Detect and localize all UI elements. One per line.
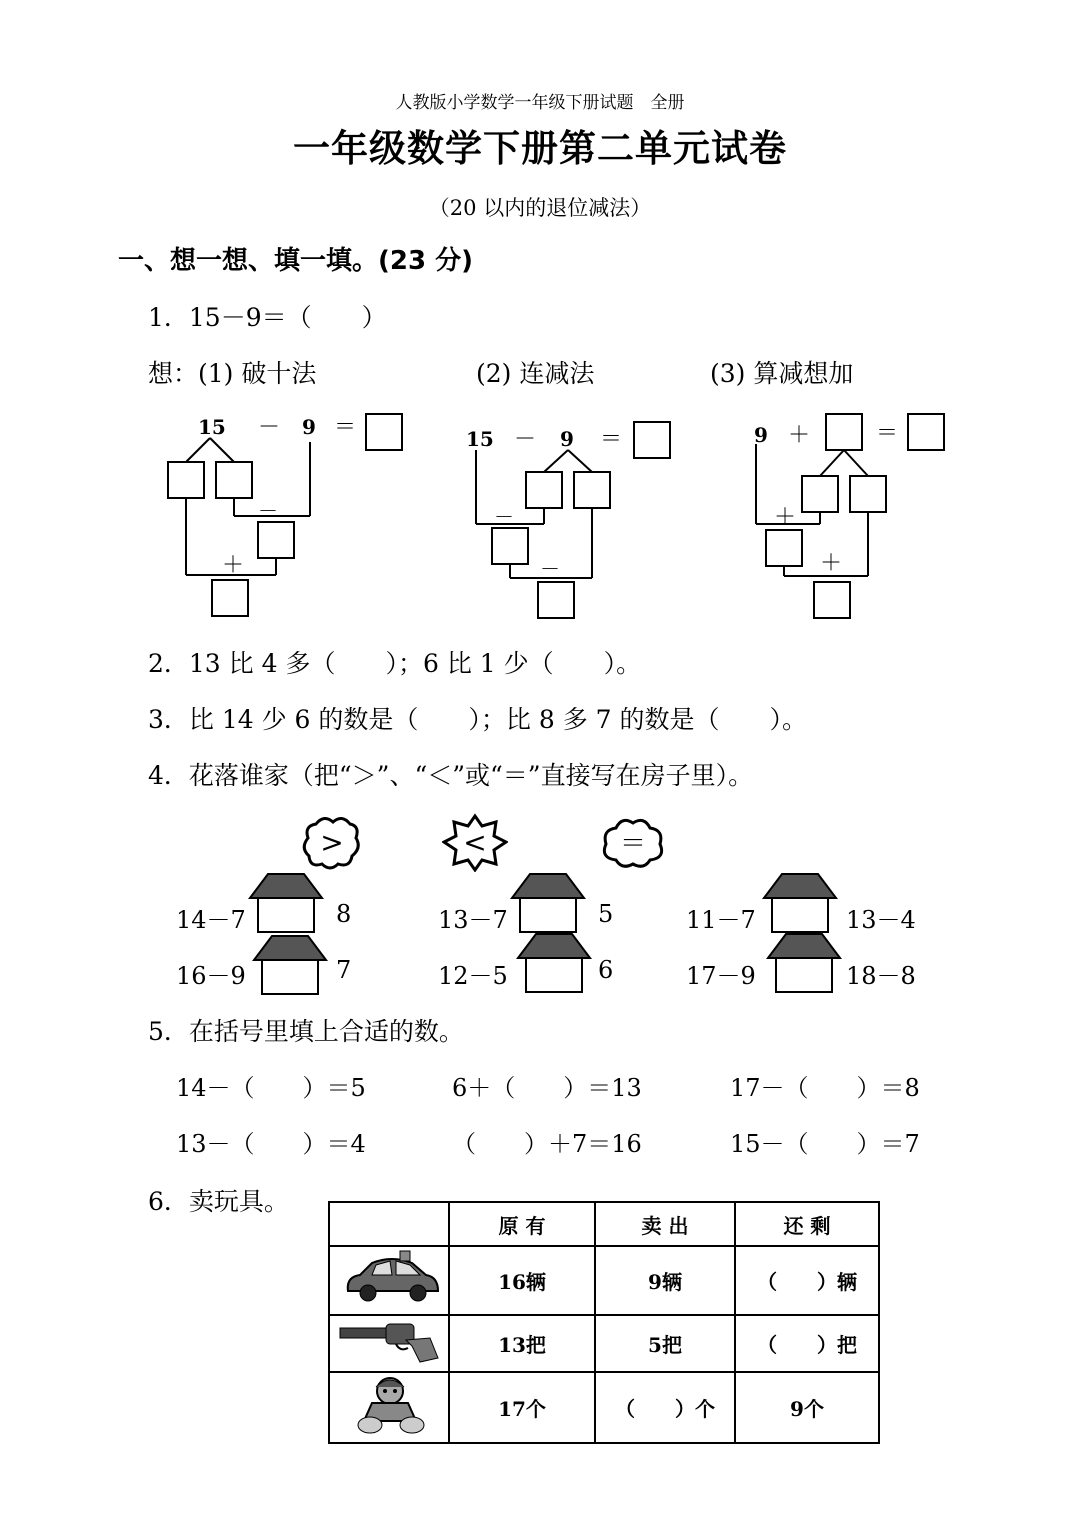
compare-left: 11－7 xyxy=(686,906,756,934)
compare-left: 14－7 xyxy=(176,906,246,934)
flower-symbol: > xyxy=(320,826,344,859)
toy-car-icon xyxy=(334,1247,444,1309)
subtrahend: 9 xyxy=(302,415,316,439)
plus-sign: ＋ xyxy=(222,553,245,578)
house-icon[interactable] xyxy=(252,934,328,996)
minuend: 15 xyxy=(198,415,226,439)
compare-right: 13－4 xyxy=(846,906,916,934)
flower-greater-icon xyxy=(300,812,364,872)
minus-sign: － xyxy=(258,499,278,523)
page-title: 一年级数学下册第二单元试卷 xyxy=(293,127,787,170)
fill-equation: 17－（ ）＝8 xyxy=(730,1074,920,1102)
house-icon[interactable] xyxy=(762,872,838,934)
minuend: 15 xyxy=(466,427,494,451)
minus-sign: － xyxy=(540,557,560,581)
question-1: 1．15－9＝（ ） xyxy=(148,303,387,332)
table-cell: 9个 xyxy=(735,1372,879,1443)
table-cell: （ ）个 xyxy=(595,1372,735,1443)
table-cell: 9辆 xyxy=(595,1246,735,1315)
flower-equal-icon xyxy=(598,814,668,872)
equals: ＝ xyxy=(876,421,899,446)
flower-less-icon xyxy=(442,812,508,872)
table-cell: 16辆 xyxy=(449,1246,595,1315)
compare-left: 13－7 xyxy=(438,906,508,934)
icon-cell xyxy=(329,1315,449,1372)
addend: 9 xyxy=(754,423,768,447)
table-row xyxy=(329,1372,879,1443)
compare-right: 8 xyxy=(336,900,352,928)
plus-sign: ＋ xyxy=(774,505,797,530)
fill-equation: 14－（ ）＝5 xyxy=(176,1074,366,1102)
operator: － xyxy=(258,415,281,440)
diagram-continuous-subtraction xyxy=(456,400,686,625)
fill-equation: （ ）＋7＝16 xyxy=(452,1130,642,1158)
question-2: 2．13 比 4 多（ ）；6 比 1 少（ ）。 xyxy=(148,649,642,678)
answer-box[interactable] xyxy=(258,522,294,558)
table-row xyxy=(329,1315,879,1372)
table-cell: （ ）辆 xyxy=(735,1246,879,1315)
answer-box[interactable] xyxy=(802,476,838,512)
answer-box[interactable] xyxy=(826,414,862,450)
answer-box[interactable] xyxy=(216,462,252,498)
method-1-label: 想：(1) 破十法 xyxy=(148,359,317,388)
header-cell: 原 有 xyxy=(449,1202,595,1246)
diagram-add-to-subtract xyxy=(740,400,960,625)
house-icon[interactable] xyxy=(766,932,842,994)
answer-box[interactable] xyxy=(908,414,944,450)
equals: ＝ xyxy=(334,415,357,440)
icon-cell xyxy=(329,1372,449,1443)
doll-icon xyxy=(334,1373,444,1437)
question-5: 5．在括号里填上合适的数。 xyxy=(148,1017,464,1046)
answer-box[interactable] xyxy=(814,582,850,618)
table-cell: （ ）把 xyxy=(735,1315,879,1372)
method-3-label: (3) 算减想加 xyxy=(710,359,854,388)
subtrahend: 9 xyxy=(560,427,574,451)
answer-box[interactable] xyxy=(526,472,562,508)
house-icon[interactable] xyxy=(248,872,324,934)
running-header: 人教版小学数学一年级下册试题 全册 xyxy=(395,93,685,113)
header-cell-empty xyxy=(329,1202,449,1246)
icon-cell xyxy=(329,1246,449,1315)
table-row xyxy=(329,1246,879,1315)
compare-left: 16－9 xyxy=(176,962,246,990)
operator: － xyxy=(514,427,537,452)
fill-equation: 6＋（ ）＝13 xyxy=(452,1074,642,1102)
toy-table xyxy=(328,1201,880,1444)
answer-box[interactable] xyxy=(634,422,670,458)
fill-equation: 13－（ ）＝4 xyxy=(176,1130,366,1158)
question-3: 3．比 14 少 6 的数是（ ）；比 8 多 7 的数是（ ）。 xyxy=(148,705,808,734)
table-cell: 13把 xyxy=(449,1315,595,1372)
answer-box[interactable] xyxy=(366,414,402,450)
answer-box[interactable] xyxy=(766,530,802,566)
compare-right: 5 xyxy=(598,900,614,928)
compare-right: 6 xyxy=(598,956,614,984)
answer-box[interactable] xyxy=(850,476,886,512)
answer-box[interactable] xyxy=(538,582,574,618)
house-icon[interactable] xyxy=(516,932,592,994)
table-header-row xyxy=(329,1202,879,1246)
compare-left: 12－5 xyxy=(438,962,508,990)
compare-left: 17－9 xyxy=(686,962,756,990)
plus-sign: ＋ xyxy=(820,551,843,576)
compare-right: 7 xyxy=(336,956,352,984)
answer-box[interactable] xyxy=(574,472,610,508)
compare-right: 18－8 xyxy=(846,962,916,990)
toy-gun-icon xyxy=(334,1316,444,1366)
diagram-break-ten xyxy=(150,400,420,625)
table-cell: 5把 xyxy=(595,1315,735,1372)
method-2-label: (2) 连减法 xyxy=(476,359,595,388)
page-subtitle: （20 以内的退位减法） xyxy=(428,196,652,220)
minus-sign: － xyxy=(494,505,514,529)
house-icon[interactable] xyxy=(510,872,586,934)
answer-box[interactable] xyxy=(212,580,248,616)
answer-box[interactable] xyxy=(492,528,528,564)
question-6: 6．卖玩具。 xyxy=(148,1187,289,1216)
flower-symbol: ＝ xyxy=(619,829,647,859)
equals: ＝ xyxy=(600,427,623,452)
header-cell: 还 剩 xyxy=(735,1202,879,1246)
operator: ＋ xyxy=(788,423,811,448)
section-heading: 一、想一想、填一填。(23 分) xyxy=(118,246,473,276)
table-cell: 17个 xyxy=(449,1372,595,1443)
flower-symbol: < xyxy=(463,826,487,859)
header-cell: 卖 出 xyxy=(595,1202,735,1246)
question-4: 4．花落谁家（把“＞”、“＜”或“＝”直接写在房子里）。 xyxy=(148,761,754,790)
answer-box[interactable] xyxy=(168,462,204,498)
fill-equation: 15－（ ）＝7 xyxy=(730,1130,920,1158)
